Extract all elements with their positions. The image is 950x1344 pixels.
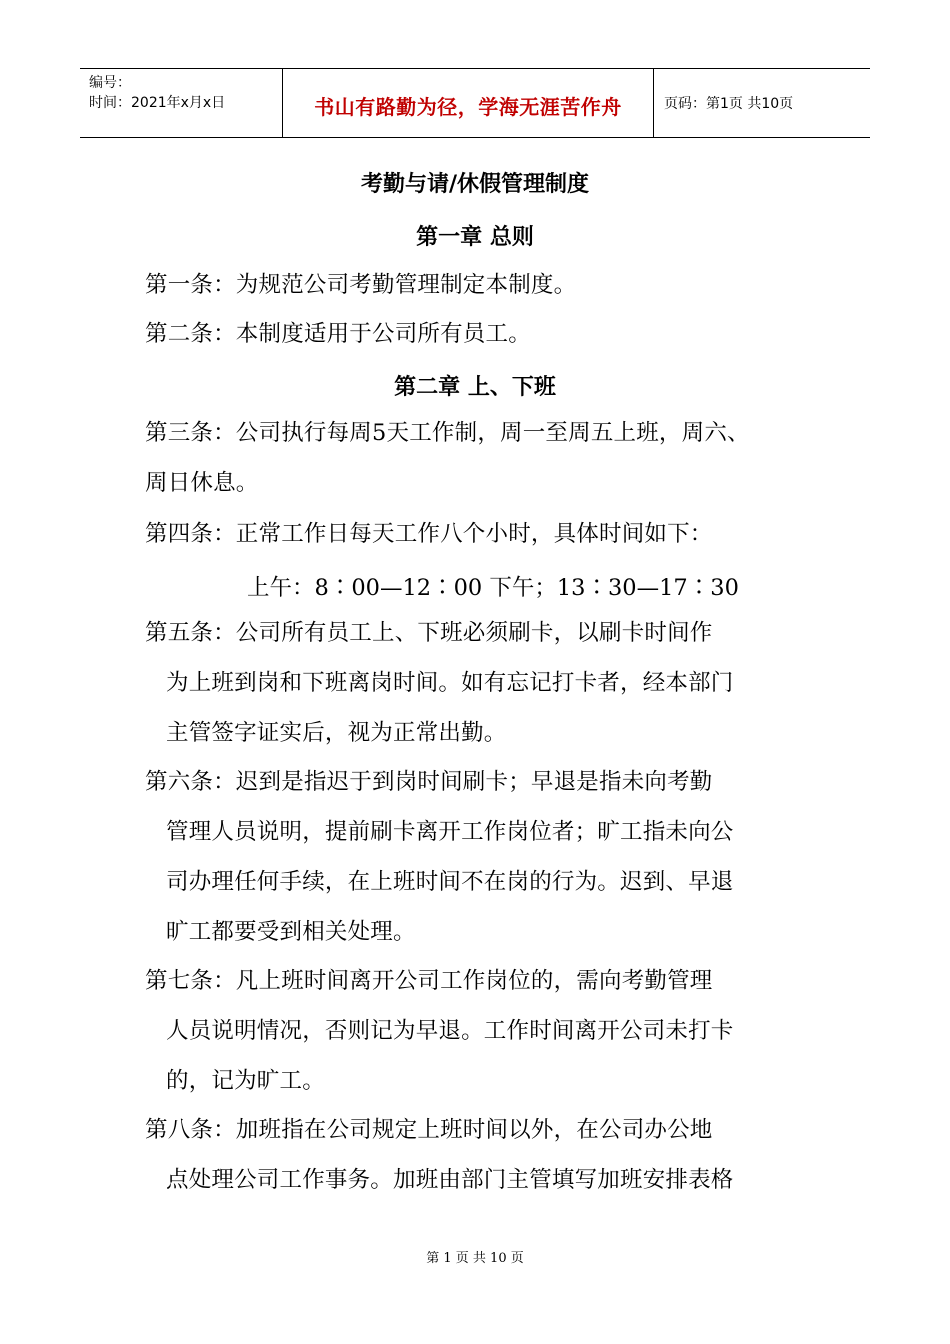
work-hours: 上午：8∶00—12∶00 下午；13∶30—17∶30 (247, 575, 739, 601)
article-6 (145, 757, 845, 957)
article-8-line-1: 第八条：加班指在公司规定上班时间以外，在公司办公地 (145, 1117, 713, 1143)
article-5 (145, 608, 845, 758)
article-4-line: 第四条：正常工作日每天工作八个小时，具体时间如下： (145, 521, 713, 547)
article-6-line-2: 管理人员说明，提前刷卡离开工作岗位者；旷工指未向公 (166, 819, 734, 845)
number-label: 编号： (89, 75, 131, 91)
article-7 (145, 956, 845, 1106)
article-1 (145, 260, 845, 310)
article-5-line-2: 为上班到岗和下班离岗时间。如有忘记打卡者，经本部门 (166, 670, 734, 696)
article-2-line: 第二条：本制度适用于公司所有员工。 (145, 321, 531, 347)
header-page-cell (654, 69, 870, 137)
header-motto-cell (283, 69, 654, 137)
article-1-line: 第一条：为规范公司考勤管理制定本制度。 (145, 272, 577, 298)
page-info: 页码：第1页 共10页 (664, 96, 794, 112)
article-3 (145, 408, 845, 508)
header-table (80, 68, 870, 138)
article-7-line-3: 的，记为旷工。 (166, 1068, 325, 1094)
chapter-2-title: 第二章 上、下班 (394, 375, 556, 400)
article-2 (145, 309, 845, 359)
article-7-line-2: 人员说明情况，否则记为早退。工作时间离开公司未打卡 (166, 1018, 734, 1044)
page-footer: 第 1 页 共 10 页 (426, 1251, 524, 1266)
article-3-line-1: 第三条：公司执行每周5天工作制，周一至周五上班，周六、 (145, 420, 750, 446)
article-5-line-1: 第五条：公司所有员工上、下班必须刷卡，以刷卡时间作 (145, 620, 713, 646)
article-5-line-3: 主管签字证实后，视为正常出勤。 (166, 720, 507, 746)
article-8 (145, 1105, 845, 1205)
article-6-line-3: 司办理任何手续，在上班时间不在岗的行为。迟到、早退 (166, 869, 734, 895)
article-6-line-4: 旷工都要受到相关处理。 (166, 919, 416, 945)
article-3-line-2: 周日休息。 (145, 470, 259, 496)
chapter-1-title: 第一章 总则 (416, 225, 534, 250)
article-7-line-1: 第七条：凡上班时间离开公司工作岗位的，需向考勤管理 (145, 968, 713, 994)
header-meta-cell (80, 69, 283, 137)
article-4 (145, 509, 845, 559)
article-8-line-2: 点处理公司工作事务。加班由部门主管填写加班安排表格 (166, 1167, 734, 1193)
date-label: 时间：2021年x月x日 (89, 95, 226, 111)
article-6-line-1: 第六条：迟到是指迟于到岗时间刷卡；早退是指未向考勤 (145, 769, 713, 795)
motto: 书山有路勤为径，学海无涯苦作舟 (314, 95, 622, 119)
document-title: 考勤与请/休假管理制度 (360, 172, 590, 197)
